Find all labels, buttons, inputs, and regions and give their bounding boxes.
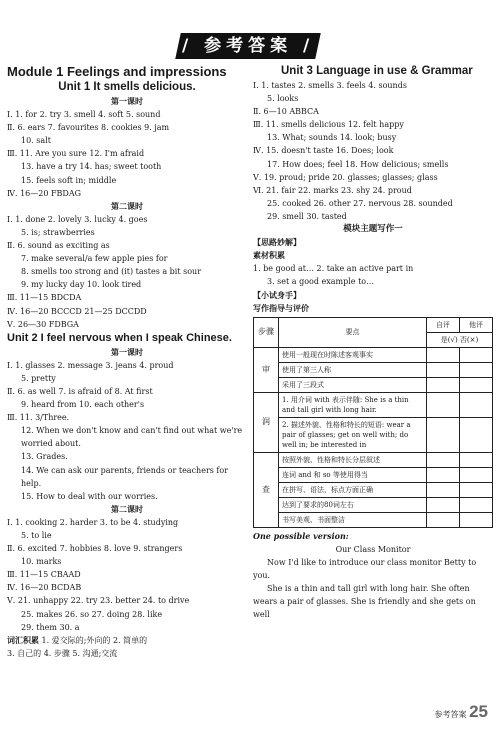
criterion: 书写美观、书面整洁: [279, 512, 427, 527]
essay-paragraph: She is a thin and tall girl with long hair. She often wears a pair of glasses. She is friendly and she gets on well: [253, 584, 476, 620]
stage-polish: 润: [254, 392, 279, 452]
peer-checkbox[interactable]: [460, 452, 493, 467]
stage-check: 查: [254, 452, 279, 527]
essay-paragraph: Now I'd like to introduce our class monitor Betty to you.: [253, 557, 477, 580]
step-header: 步骤: [254, 317, 279, 347]
answer-line: 13. Grades.: [21, 452, 68, 462]
idea-heading: 【思路妙解】: [253, 238, 301, 248]
answer-line: 8. smells too strong and (it) tastes a bit sour: [21, 267, 202, 277]
self-checkbox[interactable]: [427, 417, 460, 452]
answer-line: Ⅲ. 11. smells delicious 12. felt happy: [253, 120, 404, 130]
answer-line: 13. have a try 14. has; sweet tooth: [21, 162, 162, 172]
practice-heading: 【小试身手】: [253, 290, 301, 300]
material-line: 3. set a good example to…: [267, 277, 375, 287]
answer-line: Ⅴ. 19. proud; pride 20. glasses; glasses; glass: [253, 172, 438, 182]
answer-line: Ⅰ. 1. glasses 2. message 3. jeans 4. proud: [7, 360, 174, 370]
answer-line: Ⅰ. 1. for 2. try 3. smell 4. soft 5. sound: [7, 110, 161, 120]
page-number: 25: [469, 702, 488, 721]
evaluation-table: [253, 317, 493, 528]
answer-line: Ⅵ. 21. fair 22. marks 23. shy 24. proud: [253, 185, 412, 195]
answer-line: 12. When we don't know and can't find out what we're worried about.: [21, 426, 243, 449]
self-eval-header: 自评: [427, 317, 460, 332]
unit3-title: Unit 3 Language in use & Grammar: [281, 65, 473, 77]
page-footer: [435, 702, 488, 722]
vocab-label: 词汇积累: [7, 635, 39, 645]
self-checkbox[interactable]: [427, 512, 460, 527]
answer-line: Ⅲ. 11. 3/Three.: [7, 413, 70, 423]
unit1-lesson1-heading: 第一课时: [111, 97, 143, 106]
criterion: 使用一般现在时陈述客观事实: [279, 347, 427, 362]
answer-line: 25. makes 26. so 27. doing 28. like: [21, 609, 163, 619]
answer-line: Ⅰ. 1. done 2. lovely 3. lucky 4. goes: [7, 214, 148, 224]
answer-line: 9. my lucky day 10. look tired: [21, 280, 142, 290]
answer-line: 7. make several/a few apple pies for: [21, 254, 168, 264]
answer-line: Ⅳ. 16—20 BCCCD 21—25 DCCDD: [7, 306, 147, 316]
essay-title: Our Class Monitor: [335, 544, 411, 554]
peer-checkbox[interactable]: [460, 377, 493, 392]
answer-line: 14. We can ask our parents, friends or teachers for help.: [21, 465, 229, 488]
answer-line: Ⅳ. 16—20 FBDAG: [7, 188, 81, 198]
answer-line: Ⅱ. 6. ears 7. favourites 8. cookies 9. jam: [7, 123, 170, 133]
peer-checkbox[interactable]: [460, 347, 493, 362]
answer-line: Ⅲ. 11—15 CBAAD: [7, 570, 81, 580]
answer-line: 5. to lie: [21, 531, 52, 540]
criterion: 2. 描述外貌、性格和特长的短语: wear a pair of glasses; get on well with; do well in; be interested in: [279, 417, 427, 452]
answer-line: Ⅱ. 6. as well 7. is afraid of 8. At first: [7, 386, 153, 396]
criterion: 连词 and 和 so 等使用得当: [279, 467, 427, 482]
answer-line: 13. What; sounds 14. look; busy: [267, 133, 397, 143]
unit1-lesson2-heading: 第二课时: [111, 201, 143, 211]
peer-eval-header: 他评: [460, 317, 493, 332]
criterion: 使用了第三人称: [279, 362, 427, 377]
vocab-answers: 1. 爱交际的;外向的 2. 简单的: [41, 635, 148, 645]
left-column: [7, 64, 247, 660]
self-checkbox[interactable]: [427, 482, 460, 497]
footer-label: 参考答案: [434, 710, 467, 719]
answer-line: Ⅲ. 11. Are you sure 12. I'm afraid: [7, 149, 145, 159]
self-checkbox[interactable]: [427, 377, 460, 392]
answer-line: 9. heard from 10. each other's: [21, 400, 145, 410]
answer-line: Ⅱ. 6. sound as exciting as: [7, 241, 110, 251]
answer-line: 10. marks: [21, 557, 62, 567]
sample-label: One possible version:: [253, 530, 349, 541]
answer-line: 5. pretty: [21, 373, 56, 383]
peer-checkbox[interactable]: [460, 392, 493, 417]
points-header: 要点: [279, 317, 427, 347]
material-line: 1. be good at… 2. take an active part in: [253, 264, 414, 274]
criterion: 按照外貌、性格和特长分层叙述: [279, 452, 427, 467]
answer-line: 29. smell 30. tasted: [267, 211, 347, 221]
answer-line: Ⅱ. 6. excited 7. hobbies 8. love 9. strangers: [7, 544, 183, 554]
stage-review: 审: [254, 347, 279, 392]
answer-line: 15. How to deal with our worries.: [21, 491, 158, 501]
self-checkbox[interactable]: [427, 362, 460, 377]
self-checkbox[interactable]: [427, 497, 460, 512]
self-checkbox[interactable]: [427, 347, 460, 362]
answer-line: Ⅴ. 26—30 FDBGA: [7, 319, 79, 329]
material-heading: 素材积累: [253, 251, 285, 261]
answer-line: 5. is; strawberries: [21, 227, 95, 237]
peer-checkbox[interactable]: [460, 417, 493, 452]
module-title: Module 1 Feelings and impressions: [7, 64, 227, 79]
vocab-line: 3. 自己的 4. 步骤 5. 沟通;交流: [7, 648, 118, 658]
answer-line: Ⅰ. 1. cooking 2. harder 3. to be 4. studying: [7, 517, 179, 527]
answer-line: 15. feels soft in; middle: [21, 175, 117, 185]
answer-line: Ⅲ. 11—15 BDCDA: [7, 293, 82, 303]
answer-line: 25. cooked 26. other 27. nervous 28. sounded: [267, 198, 453, 208]
peer-checkbox[interactable]: [460, 362, 493, 377]
vocab-line: [7, 634, 247, 647]
peer-checkbox[interactable]: [460, 497, 493, 512]
writing-title: 模块主题写作一: [343, 224, 403, 235]
guide-heading: 写作指导与评价: [253, 303, 309, 313]
criterion: 1. 用介词 with 表示伴随: She is a thin and tall girl with long hair.: [279, 392, 427, 417]
peer-checkbox[interactable]: [460, 482, 493, 497]
answer-key-banner: / 参考答案 /: [175, 33, 321, 59]
answer-line: Ⅴ. 21. unhappy 22. try 23. better 24. to drive: [7, 596, 190, 606]
answer-line: 5. looks: [267, 94, 299, 104]
right-column: [253, 64, 493, 621]
unit2-lesson1-heading: 第一课时: [111, 347, 143, 357]
answer-line: 10. salt: [21, 136, 51, 146]
unit2-lesson2-heading: 第二课时: [111, 504, 143, 514]
answer-line: 29. them 30. a: [21, 622, 80, 632]
answer-line: Ⅳ. 15. doesn't taste 16. Does; look: [253, 146, 394, 156]
criterion: 在拼写、语法、标点方面正确: [279, 482, 427, 497]
self-checkbox[interactable]: [427, 452, 460, 467]
mark-legend: 是(√) 否(×): [427, 332, 493, 347]
self-checkbox[interactable]: [427, 392, 460, 417]
answer-line: Ⅳ. 16—20 BCDAB: [7, 583, 82, 593]
answer-line: 17. How does; feel 18. How delicious; smells: [267, 159, 449, 169]
answer-line: Ⅱ. 6—10 ABBCA: [253, 107, 319, 117]
peer-checkbox[interactable]: [460, 512, 493, 527]
peer-checkbox[interactable]: [460, 467, 493, 482]
self-checkbox[interactable]: [427, 467, 460, 482]
unit1-title: Unit 1 It smells delicious.: [58, 81, 196, 93]
criterion: 达到了要求的80词左右: [279, 497, 427, 512]
unit2-title: Unit 2 I feel nervous when I speak Chinese.: [7, 331, 232, 344]
answer-line: Ⅰ. 1. tastes 2. smells 3. feels 4. sounds: [253, 81, 407, 90]
criterion: 采用了三段式: [279, 377, 427, 392]
